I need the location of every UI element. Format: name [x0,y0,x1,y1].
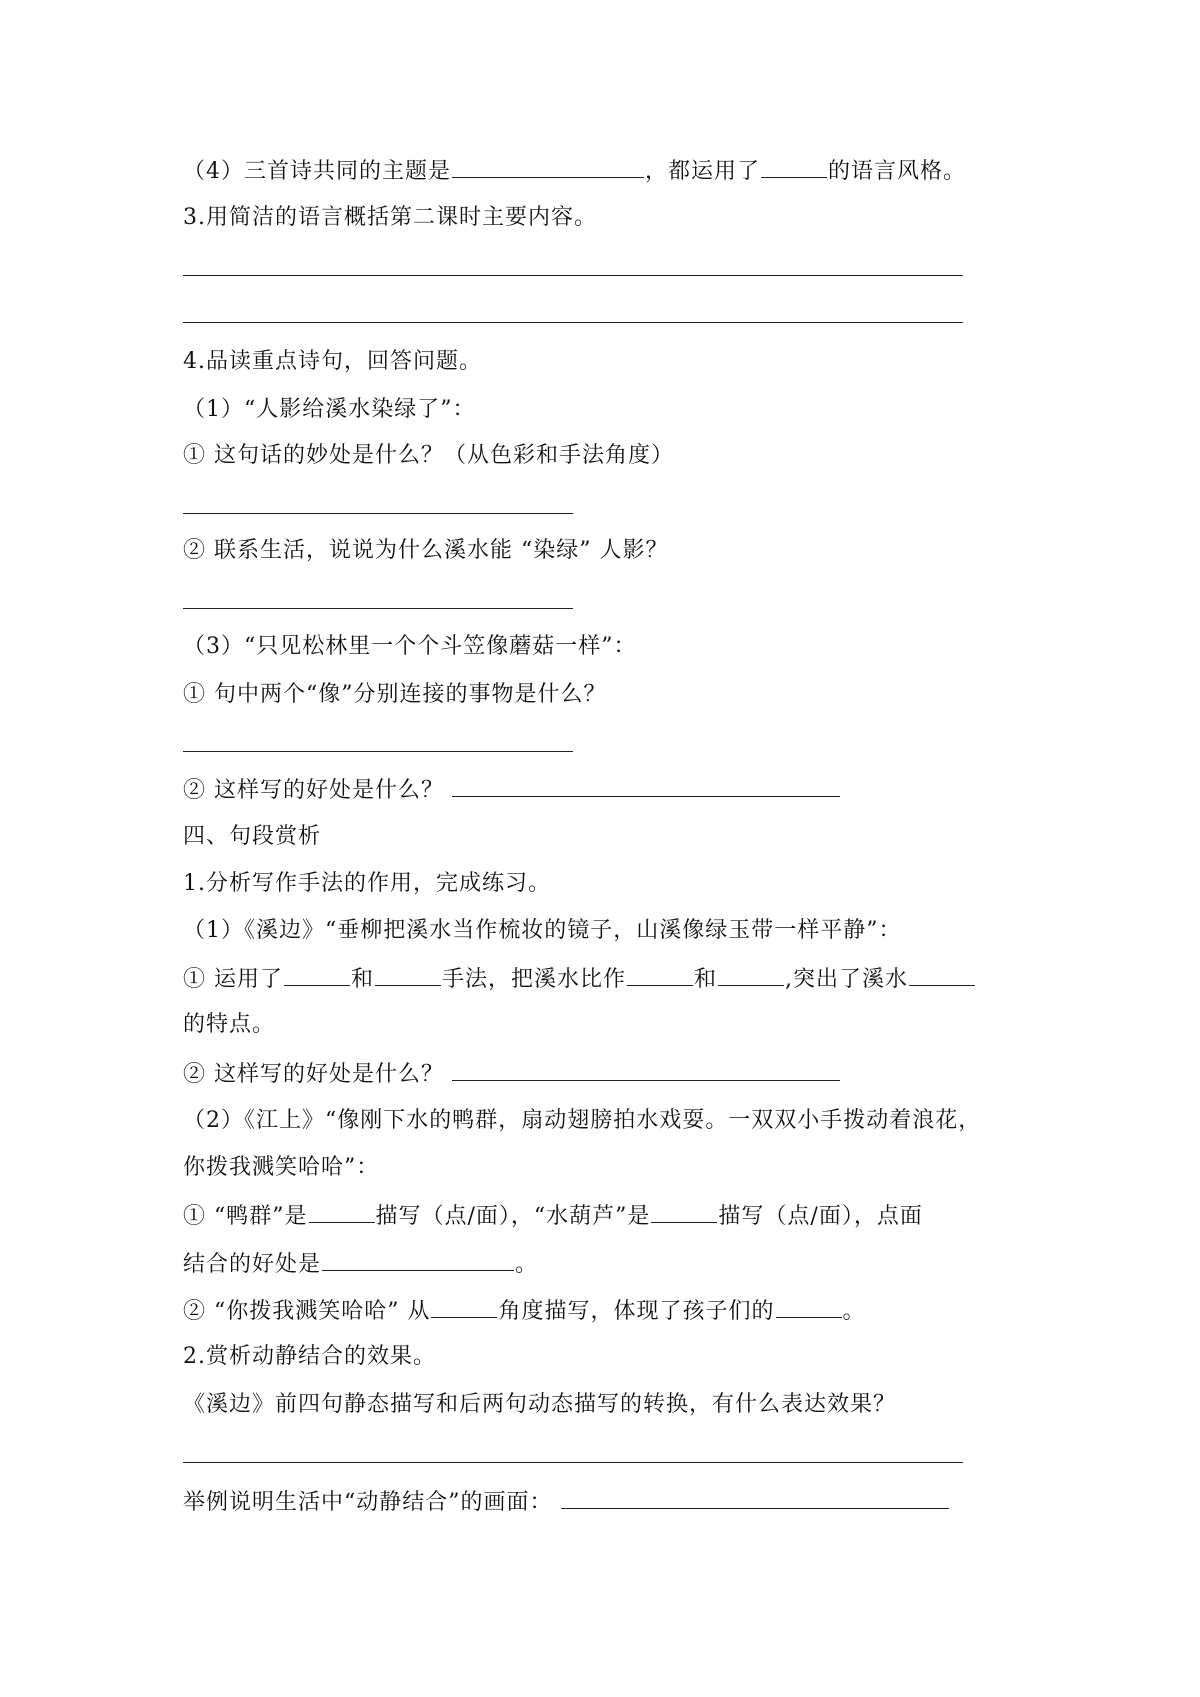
q2-4-line [183,155,966,187]
q3-answer-line-1[interactable] [183,275,963,276]
text: 描写（点/面），点面 [718,1204,923,1229]
duck-blank[interactable] [309,1200,375,1223]
q4-sub1-item2-answer[interactable] [183,608,573,609]
q4-sub3-item1-answer[interactable] [183,751,573,752]
theme-blank[interactable] [452,155,644,178]
q2-4-text-a: （4）三首诗共同的主题是 [183,159,451,184]
q4-sub1: （1）“人影给溪水染绿了”： [183,397,476,422]
q4-sub3-item2-answer[interactable] [452,774,840,797]
s4-q1-sub1-item2-answer[interactable] [452,1058,840,1081]
text: ① 运用了 [183,967,283,992]
s4-q1-sub1: （1）《溪边》“垂柳把溪水当作梳妆的镜子，山溪像绿玉带一样平静”： [183,918,902,943]
text: 描写（点/面），“水葫芦”是 [375,1204,651,1229]
text: 。 [842,1299,866,1324]
mood-blank[interactable] [776,1295,842,1318]
q4-sub1-item1-answer[interactable] [183,513,573,514]
text: ,突出了溪水 [785,967,909,992]
angle-blank[interactable] [431,1295,497,1318]
q4-sub3: （3）“只见松林里一个个斗笠像蘑菇一样”： [183,634,637,659]
q3-title: 3.用简洁的语言概括第二课时主要内容。 [183,205,597,230]
s4-q1-title: 1.分析写作手法的作用，完成练习。 [183,871,551,896]
q4-sub3-item2: ② 这样写的好处是什么？ [183,778,444,803]
style-blank[interactable] [761,155,827,178]
q4-sub3-item1: ① 句中两个“像”分别连接的事物是什么？ [183,682,607,707]
metaphor-blank-1[interactable] [627,963,693,986]
q4-title: 4.品读重点诗句，回答问题。 [183,349,482,374]
s4-q1-sub2-item1-line1 [183,1200,923,1232]
technique-blank-1[interactable] [284,963,350,986]
s4-q1-sub2-item2-line [183,1295,866,1327]
metaphor-blank-2[interactable] [718,963,784,986]
text: 角度描写，体现了孩子们的 [498,1299,775,1324]
s4-q1-sub1-item1-line1 [183,963,976,995]
s4-q2-answer-line[interactable] [183,1462,963,1463]
text: 手法，把溪水比作 [442,967,627,992]
q4-sub3-item2-line [183,774,841,806]
q2-4-text-c: 的语言风格。 [828,159,967,184]
text: 和 [351,967,375,992]
text: ① “鸭群”是 [183,1204,308,1229]
text: ② “你拨我溅笑哈哈” 从 [183,1299,431,1324]
s4-q1-sub2-item1-line2 [183,1248,538,1280]
q4-sub1-item2: ② 联系生活，说说为什么溪水能 “染绿” 人影？ [183,538,669,563]
feature-blank[interactable] [909,963,975,986]
s4-q2-example-line [183,1486,950,1518]
s4-q2-example-answer[interactable] [561,1486,949,1509]
technique-blank-2[interactable] [375,963,441,986]
s4-q2-text: 《溪边》前四句静态描写和后两句动态描写的转换，有什么表达效果？ [183,1392,897,1417]
gourd-blank[interactable] [651,1200,717,1223]
s4-q1-sub1-item1-line2: 的特点。 [183,1012,276,1037]
s4-q1-sub2-line1: （2）《江上》“像刚下水的鸭群，扇动翅膀拍水戏耍。一双双小手拨动着浪花， [183,1108,982,1133]
text: 结合的好处是 [183,1252,322,1277]
q2-4-text-b: ，都运用了 [645,159,761,184]
section4-title: 四、句段赏析 [183,824,322,849]
s4-q1-sub2-line2: 你拨我溅笑哈哈”： [183,1155,380,1180]
s4-q1-sub1-item2-line [183,1058,841,1090]
text: 和 [694,967,718,992]
s4-q2-example: 举例说明生活中“动静结合”的画面： [183,1490,553,1515]
s4-q2-title: 2.赏析动静结合的效果。 [183,1344,436,1369]
q3-answer-line-2[interactable] [183,322,963,323]
q4-sub1-item1: ① 这句话的妙处是什么？（从色彩和手法角度） [183,443,674,468]
text: 。 [515,1252,539,1277]
benefit-blank[interactable] [322,1248,514,1271]
s4-q1-sub1-item2: ② 这样写的好处是什么？ [183,1062,444,1087]
